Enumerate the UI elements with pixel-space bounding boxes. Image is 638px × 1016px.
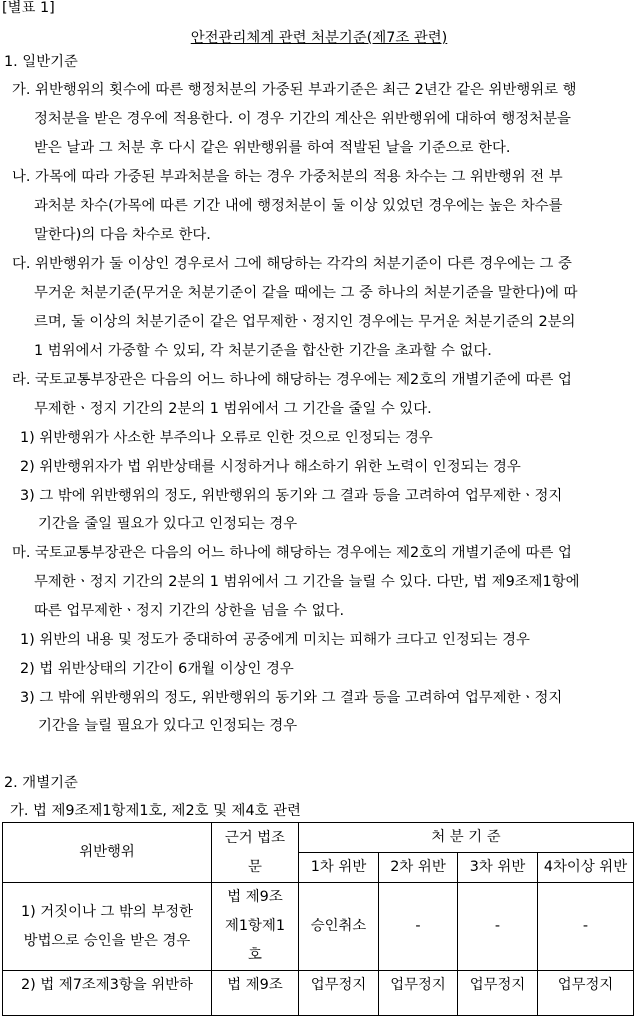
- general-line: 1) 위반행위가 사소한 부주의나 오류로 인한 것으로 인정되는 경우: [20, 430, 433, 446]
- header-1st-violation: 1차 위반: [299, 853, 379, 883]
- sanction-cell: -: [458, 883, 538, 971]
- sanction-cell: -: [538, 883, 634, 971]
- general-line: 말한다)의 다음 차수로 한다.: [34, 227, 211, 243]
- general-line: 라. 국토교통부장관은 다음의 어느 하나에 해당하는 경우에는 제2호의 개별기준에 따른 업: [12, 372, 572, 388]
- general-line: 기간을 줄일 필요가 있다고 인정되는 경우: [38, 516, 298, 532]
- table-row: [3, 883, 634, 971]
- header-2nd-violation: 2차 위반: [379, 853, 458, 883]
- sanction-table: [2, 822, 634, 1016]
- general-line: 1 범위에서 가중할 수 있되, 각 처분기준을 합산한 기간을 초과할 수 없다.: [34, 343, 492, 359]
- general-line: 2) 법 위반상태의 기간이 6개월 이상인 경우: [20, 661, 294, 677]
- general-line: 정처분을 받은 경우에 적용한다. 이 경우 기간의 계산은 위반행위에 대하여 행정처분을: [34, 111, 571, 127]
- general-line: 무제한ㆍ정지 기간의 2분의 1 범위에서 그 기간을 늘릴 수 있다. 다만, 법 제9조제1항에: [34, 574, 580, 590]
- general-line: 기간을 늘릴 필요가 있다고 인정되는 경우: [38, 718, 298, 734]
- general-line: 가. 위반행위의 횟수에 따른 행정처분의 가중된 부과기준은 최근 2년간 같은 위반행위로 행: [12, 82, 577, 98]
- general-line: 마. 국토교통부장관은 다음의 어느 하나에 해당하는 경우에는 제2호의 개별기준에 따른 업: [12, 545, 572, 561]
- general-line: 1) 위반의 내용 및 정도가 중대하여 공중에게 미치는 피해가 크다고 인정되는 경우: [20, 632, 530, 648]
- section-heading-general: 1. 일반기준: [4, 54, 78, 70]
- legal-basis-cell: 법 제9조 제1항제1 호: [212, 883, 299, 971]
- violation-cell: 1) 거짓이나 그 밖의 부정한 방법으로 승인을 받은 경우: [3, 883, 212, 971]
- header-legal-basis: 근거 법조 문: [212, 823, 299, 883]
- violation-cell: 2) 법 제7조제3항을 위반하: [3, 971, 212, 1016]
- general-line: 다. 위반행위가 둘 이상인 경우로서 그에 해당하는 각각의 처분기준이 다른 경우에는 그 중: [12, 256, 572, 272]
- general-line: 3) 그 밖에 위반행위의 정도, 위반행위의 동기와 그 결과 등을 고려하여 업무제한ㆍ정지: [20, 690, 563, 706]
- general-line: 과처분 차수(가목에 따른 기간 내에 행정처분이 둘 이상 있었던 경우에는 높은 차수를: [34, 198, 563, 214]
- subsection-heading: 가. 법 제9조제1항제1호, 제2호 및 제4호 관련: [10, 803, 301, 819]
- sanction-cell: 업무정지: [458, 971, 538, 1016]
- general-line: 무제한ㆍ정지 기간의 2분의 1 범위에서 그 기간을 줄일 수 있다.: [34, 401, 432, 417]
- header-sanction-criteria: 처 분 기 준: [299, 823, 634, 853]
- sanction-cell: -: [379, 883, 458, 971]
- sanction-cell: 업무정지: [538, 971, 634, 1016]
- general-line: 받은 날과 그 처분 후 다시 같은 위반행위를 하여 적발된 날을 기준으로 한다.: [34, 140, 511, 156]
- page-title: 안전관리체계 관련 처분기준(제7조 관련): [190, 30, 448, 46]
- annex-label: [별표 1]: [2, 0, 55, 16]
- table-row: [3, 971, 634, 1016]
- general-line: 나. 가목에 따라 가중된 부과처분을 하는 경우 가중처분의 적용 차수는 그 위반행위 전 부: [12, 169, 563, 185]
- general-line: 무거운 처분기준(무거운 처분기준이 같을 때에는 그 중 하나의 처분기준을 말한다)에 따: [34, 285, 578, 301]
- header-3rd-violation: 3차 위반: [458, 853, 538, 883]
- legal-basis-cell: 법 제9조: [212, 971, 299, 1016]
- sanction-cell: 업무정지: [379, 971, 458, 1016]
- section-heading-individual: 2. 개별기준: [4, 775, 78, 791]
- sanction-cell: 업무정지: [299, 971, 379, 1016]
- general-line: 따른 업무제한ㆍ정지 기간의 상한을 넘을 수 없다.: [34, 603, 345, 619]
- header-violation: 위반행위: [3, 823, 212, 883]
- general-line: 르며, 둘 이상의 처분기준이 같은 업무제한ㆍ정지인 경우에는 무거운 처분기준의 2분의: [34, 314, 576, 330]
- sanction-cell: 승인취소: [299, 883, 379, 971]
- header-4th-violation: 4차이상 위반: [538, 853, 634, 883]
- general-line: 3) 그 밖에 위반행위의 정도, 위반행위의 동기와 그 결과 등을 고려하여 업무제한ㆍ정지: [20, 488, 563, 504]
- general-line: 2) 위반행위자가 법 위반상태를 시정하거나 해소하기 위한 노력이 인정되는 경우: [20, 459, 521, 475]
